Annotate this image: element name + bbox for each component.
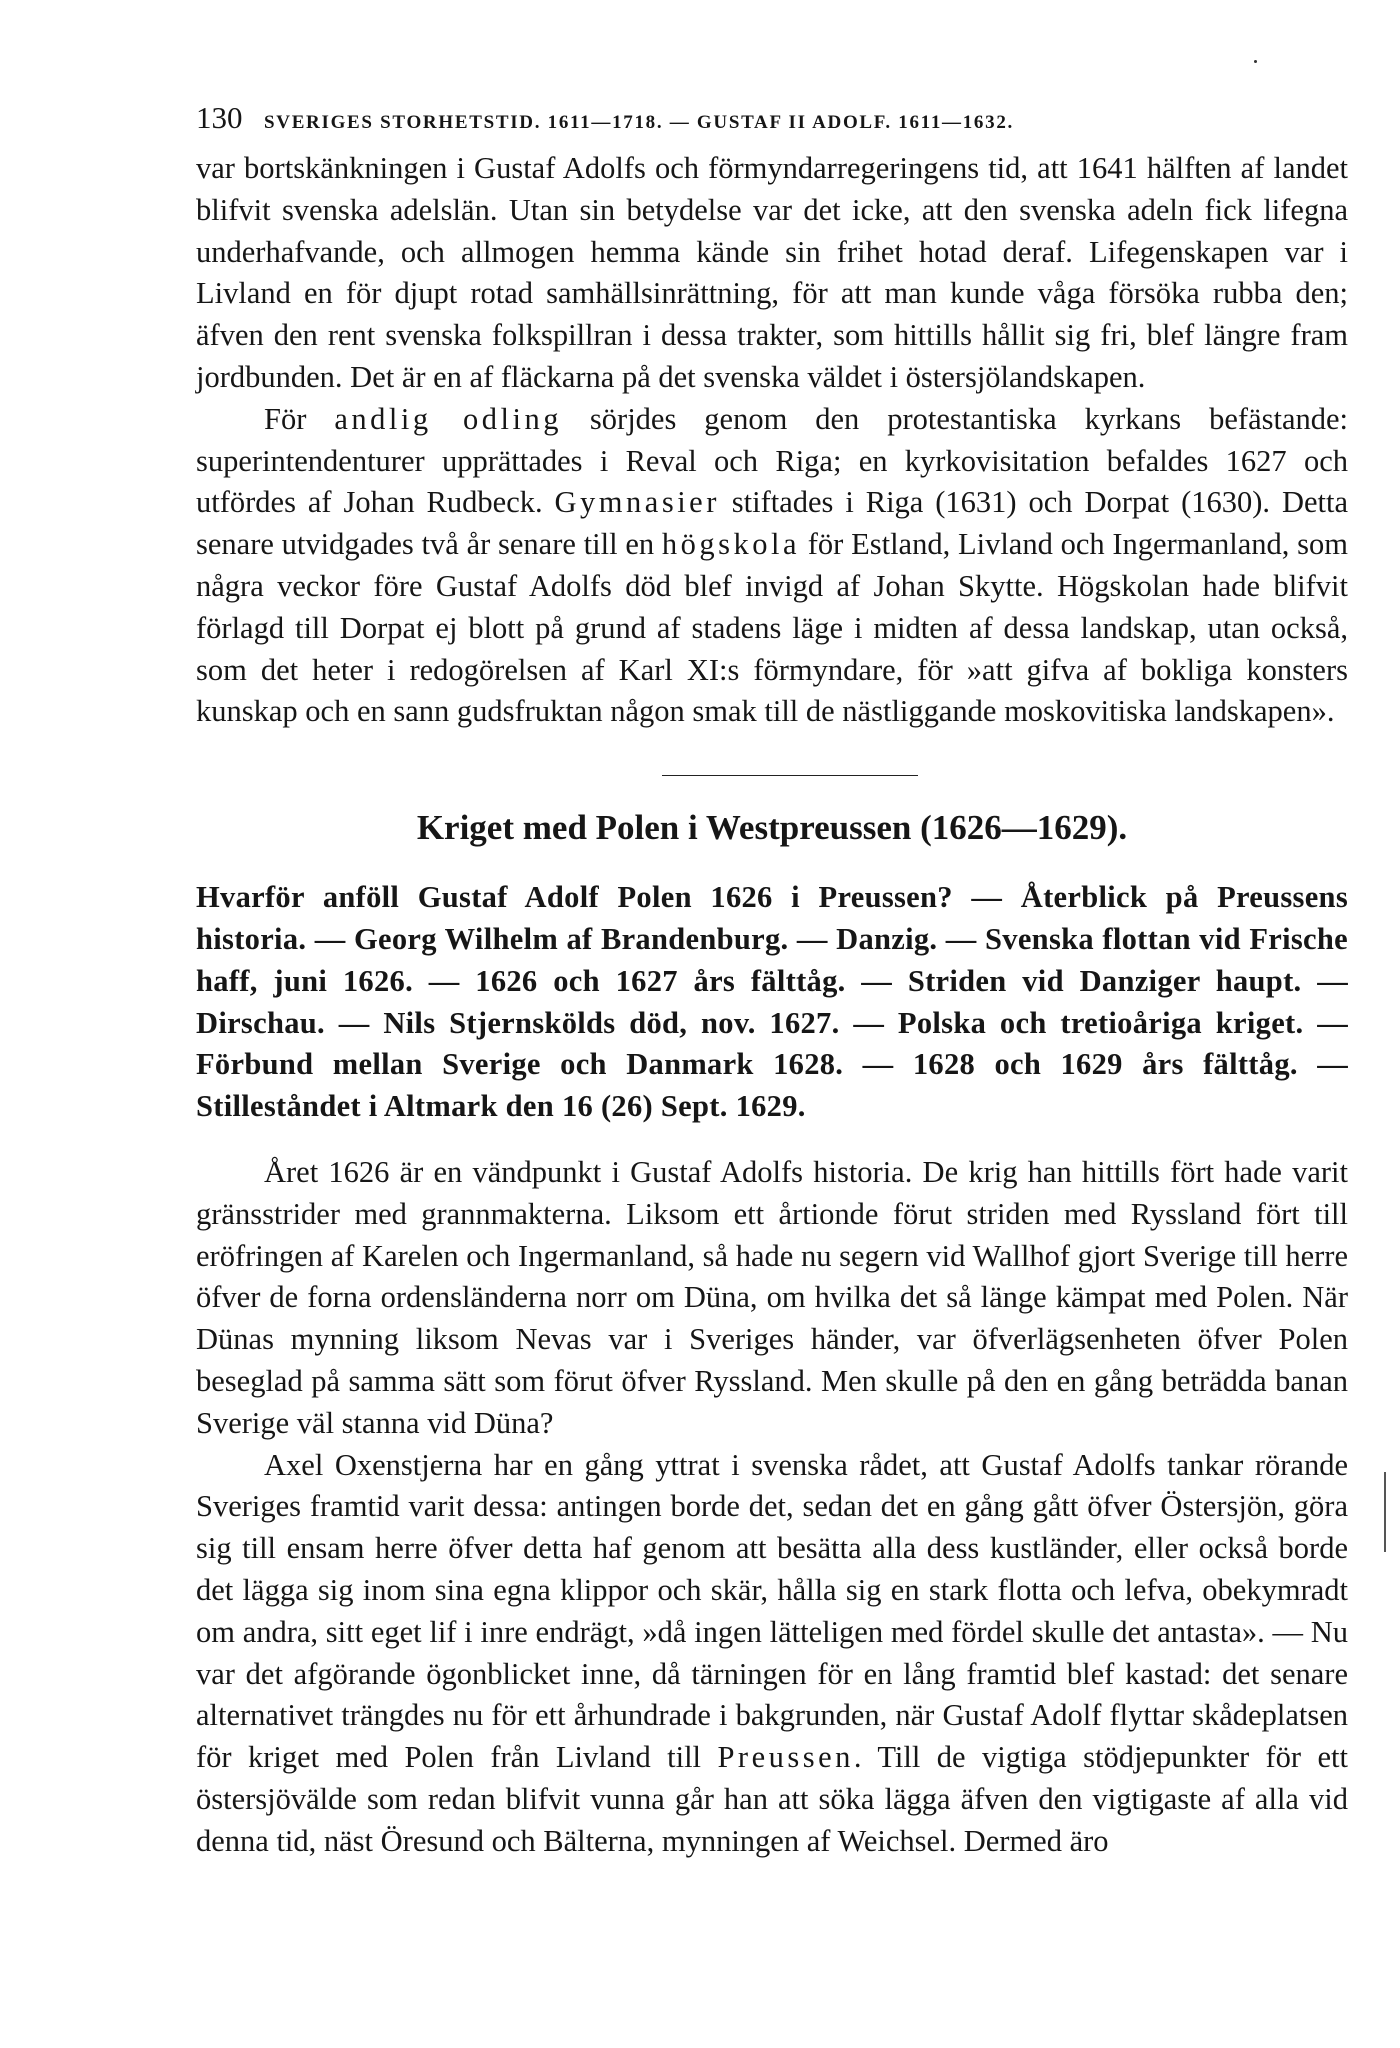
chapter-summary-block (196, 863, 1348, 1152)
text-run: Axel Oxenstjerna har en gång yttrat i svenska rådet, att Gustaf Adolfs tankar rörande Sveriges framtid varit dessa: antingen borde det, sedan det en gång gått öfver Östersjön, göra sig till ensam herre öfver detta haf genom att besätta alla dess kustländer, eller också borde det lägga sig inom sina egna klippor och skär, hålla sig en stark flotta och lefva, obekymradt om andra, sitt eget lif i inre endrägt, »då ingen lätteligen med fördel skulle det antasta». — Nu var det afgörande ögonblicket inne, då tärningen för en lång framtid blef kastad: det senare alternativet trängdes nu för ett århundrade i bakgrunden, när Gustaf Adolf flyttar skådeplatsen för kriget med Polen från Livland till (196, 1447, 1348, 1775)
margin-mark (1384, 1472, 1386, 1552)
text-run: . Till de vigtiga stödjepunkter för ett östersjövälde som redan blifvit vunna går han att söka lägga äfven den vigtigaste af alla vid denna tid, näst Öresund och Bälterna, mynningen af Weichsel. Dermed äro (196, 1740, 1348, 1858)
running-head (196, 100, 1276, 140)
paragraph-1: var bortskänkningen i Gustaf Adolfs och förmyndarregeringens tid, att 1641 hälften af landet blifvit svenska adelslän. Utan sin betydelse var det icke, att den svenska adeln fick lifegna underhafvande, och allmogen hemma kände sin frihet hotad deraf. Lifegenskapen var i Livland en för djupt rotad samhällsinrättning, för att man kunde våga försöka rubba den; äfven den rent svenska folkspillran i dessa trakter, som hittills hållit sig fri, blef längre fram jordbunden. Det är en af fläckarna på det svenska väldet i östersjölandskapen. (196, 151, 1348, 394)
page-number: 130 (196, 100, 243, 135)
place-name: Dorpat (339, 610, 425, 645)
text-run: ej blott på grund af stadens läge i midten af dessa landskap, utan också, som det heter i redogörelsen af Karl XI:s förmyndare, för »att gifva af bokliga konsters kunskap och en sann gudsfruktan någon smak till de nästliggande moskovitiska landskapen». (196, 610, 1348, 729)
running-title: SVERIGES STORHETSTID. 1611—1718. — GUSTAF II ADOLF. 1611—1632. (264, 112, 1014, 133)
text-run: sörjdes genom den protestantiska kyrkans befästande: superintendenturer upprättades i Reval och Riga; en kyrkovisitation befaldes 1627 och utfördes af Johan Rudbeck. (196, 401, 1348, 520)
text-run: För (264, 401, 335, 436)
paragraph-3: Året 1626 är en vändpunkt i Gustaf Adolfs historia. De krig han hittills fört hade varit gränsstrider med grannmakterna. Liksom ett årtionde förut striden med Ryssland fört till eröfringen af Karelen och Ingermanland, så hade nu segern vid Wallhof gjort Sverige till herre öfver de forna ordensländerna norr om Düna, om hvilka det så länge kämpat med Polen. När Dünas mynning liksom Nevas var i Sveriges händer, var öfverlägsenheten öfver Polen beseglad på samma sätt som förut öfver Ryssland. Men skulle på den en gång beträdda banan Sverige väl stanna vid Düna? (196, 1154, 1348, 1440)
text-run: för Estland, Livland och Ingermanland, som några veckor före Gustaf Adolfs död blef invigd af Johan Skytte. Högskolan hade blifvit förlagd till (196, 527, 1348, 645)
spaced-term: Preussen (717, 1740, 854, 1775)
spaced-term: Gymnasier (554, 485, 720, 520)
section-title: Kriget med Polen i Westpreussen (1626—1629). (416, 808, 1128, 848)
spaced-term: andlig odling (334, 401, 562, 436)
divider-rule (662, 775, 918, 776)
section-divider (196, 733, 1348, 803)
text-column (196, 148, 1348, 1862)
speck (1254, 60, 1257, 63)
text-run: stiftades i Riga (1631) och Dorpat (1630). Detta senare utvidgades två år senare till en (196, 485, 1348, 562)
chapter-summary: Hvarför anföll Gustaf Adolf Polen 1626 i Preussen? — Återblick på Preussens historia. — Georg Wilhelm af Brandenburg. — Danzig. — Svenska flottan vid Frische haff, juni 1626. — 1626 och 1627 års fälttåg. — Striden vid Danziger haupt. — Dirschau. — Nils Stjernskölds död, nov. 1627. — Polska och tretioåriga kriget. — Förbund mellan Sverige och Danmark 1628. — 1628 och 1629 års fälttåg. — Stilleståndet i Altmark den 16 (26) Sept. 1629. (196, 880, 1348, 1124)
paragraph-4 (196, 1445, 1348, 1863)
spaced-term: högskola (661, 527, 801, 562)
paragraph-2 (196, 399, 1348, 733)
